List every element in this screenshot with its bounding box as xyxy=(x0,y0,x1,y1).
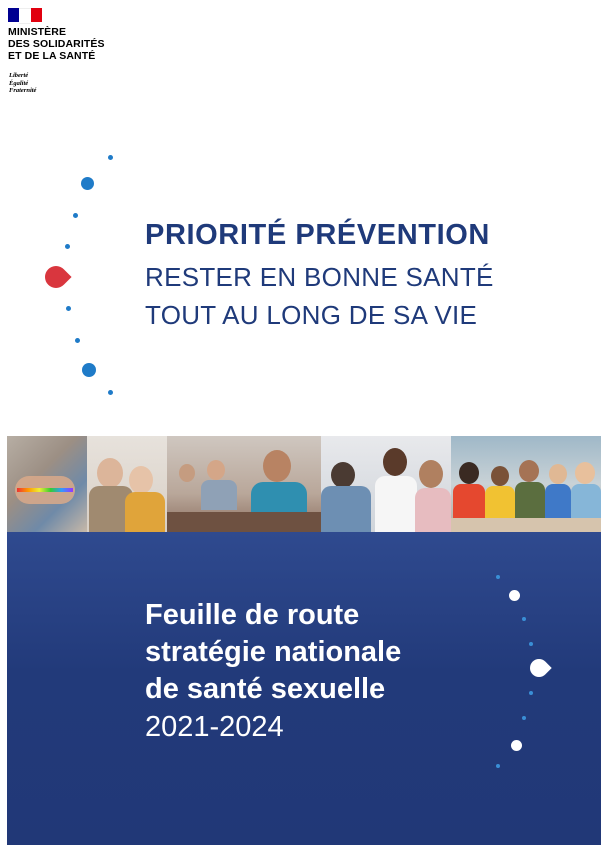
ministry-line: MINISTÈRE xyxy=(8,26,67,38)
decorative-dot xyxy=(73,213,78,218)
decorative-dot xyxy=(496,764,500,768)
subtitle-line-2: TOUT AU LONG DE SA VIE xyxy=(145,300,478,330)
elderly-couple-photo xyxy=(87,436,167,532)
decorative-dot xyxy=(522,716,526,720)
decorative-dot xyxy=(66,306,71,311)
motto-line: Fraternité xyxy=(9,87,37,94)
decorative-dot xyxy=(65,244,70,249)
motto-line: Égalité xyxy=(9,79,29,87)
roadmap-title-line-1: Feuille de route xyxy=(145,599,360,631)
accent-drop-icon xyxy=(40,261,71,292)
motto-line: Liberté xyxy=(9,72,29,79)
republic-flag-logo xyxy=(8,8,42,22)
doctor-consultation-photo xyxy=(321,436,451,532)
decorative-dot xyxy=(511,740,522,751)
ministry-name xyxy=(8,26,105,62)
roadmap-title-line-3: de santé sexuelle xyxy=(145,673,386,705)
roadmap-years: 2021-2024 xyxy=(145,711,284,743)
group-of-friends-photo xyxy=(451,436,601,532)
subtitle-line-1: RESTER EN BONNE SANTÉ xyxy=(145,262,494,292)
priority-title: PRIORITÉ PRÉVENTION xyxy=(145,219,490,251)
decorative-dot xyxy=(82,363,96,377)
photo-strip xyxy=(7,436,601,532)
decorative-dot xyxy=(522,617,526,621)
ministry-line: DES SOLIDARITÉS xyxy=(8,38,105,50)
decorative-dot xyxy=(496,575,500,579)
decorative-dot xyxy=(529,691,533,695)
decorative-dot xyxy=(529,642,533,646)
decorative-dot xyxy=(108,155,113,160)
linked-hands-photo xyxy=(7,436,87,532)
classroom-students-photo xyxy=(167,436,321,532)
ministry-line: ET DE LA SANTÉ xyxy=(8,50,96,62)
decorative-dot xyxy=(509,590,520,601)
republic-motto xyxy=(9,72,36,95)
decorative-dot xyxy=(108,390,113,395)
decorative-dot xyxy=(81,177,94,190)
decorative-dot xyxy=(75,338,80,343)
roadmap-title-line-2: stratégie nationale xyxy=(145,636,402,668)
